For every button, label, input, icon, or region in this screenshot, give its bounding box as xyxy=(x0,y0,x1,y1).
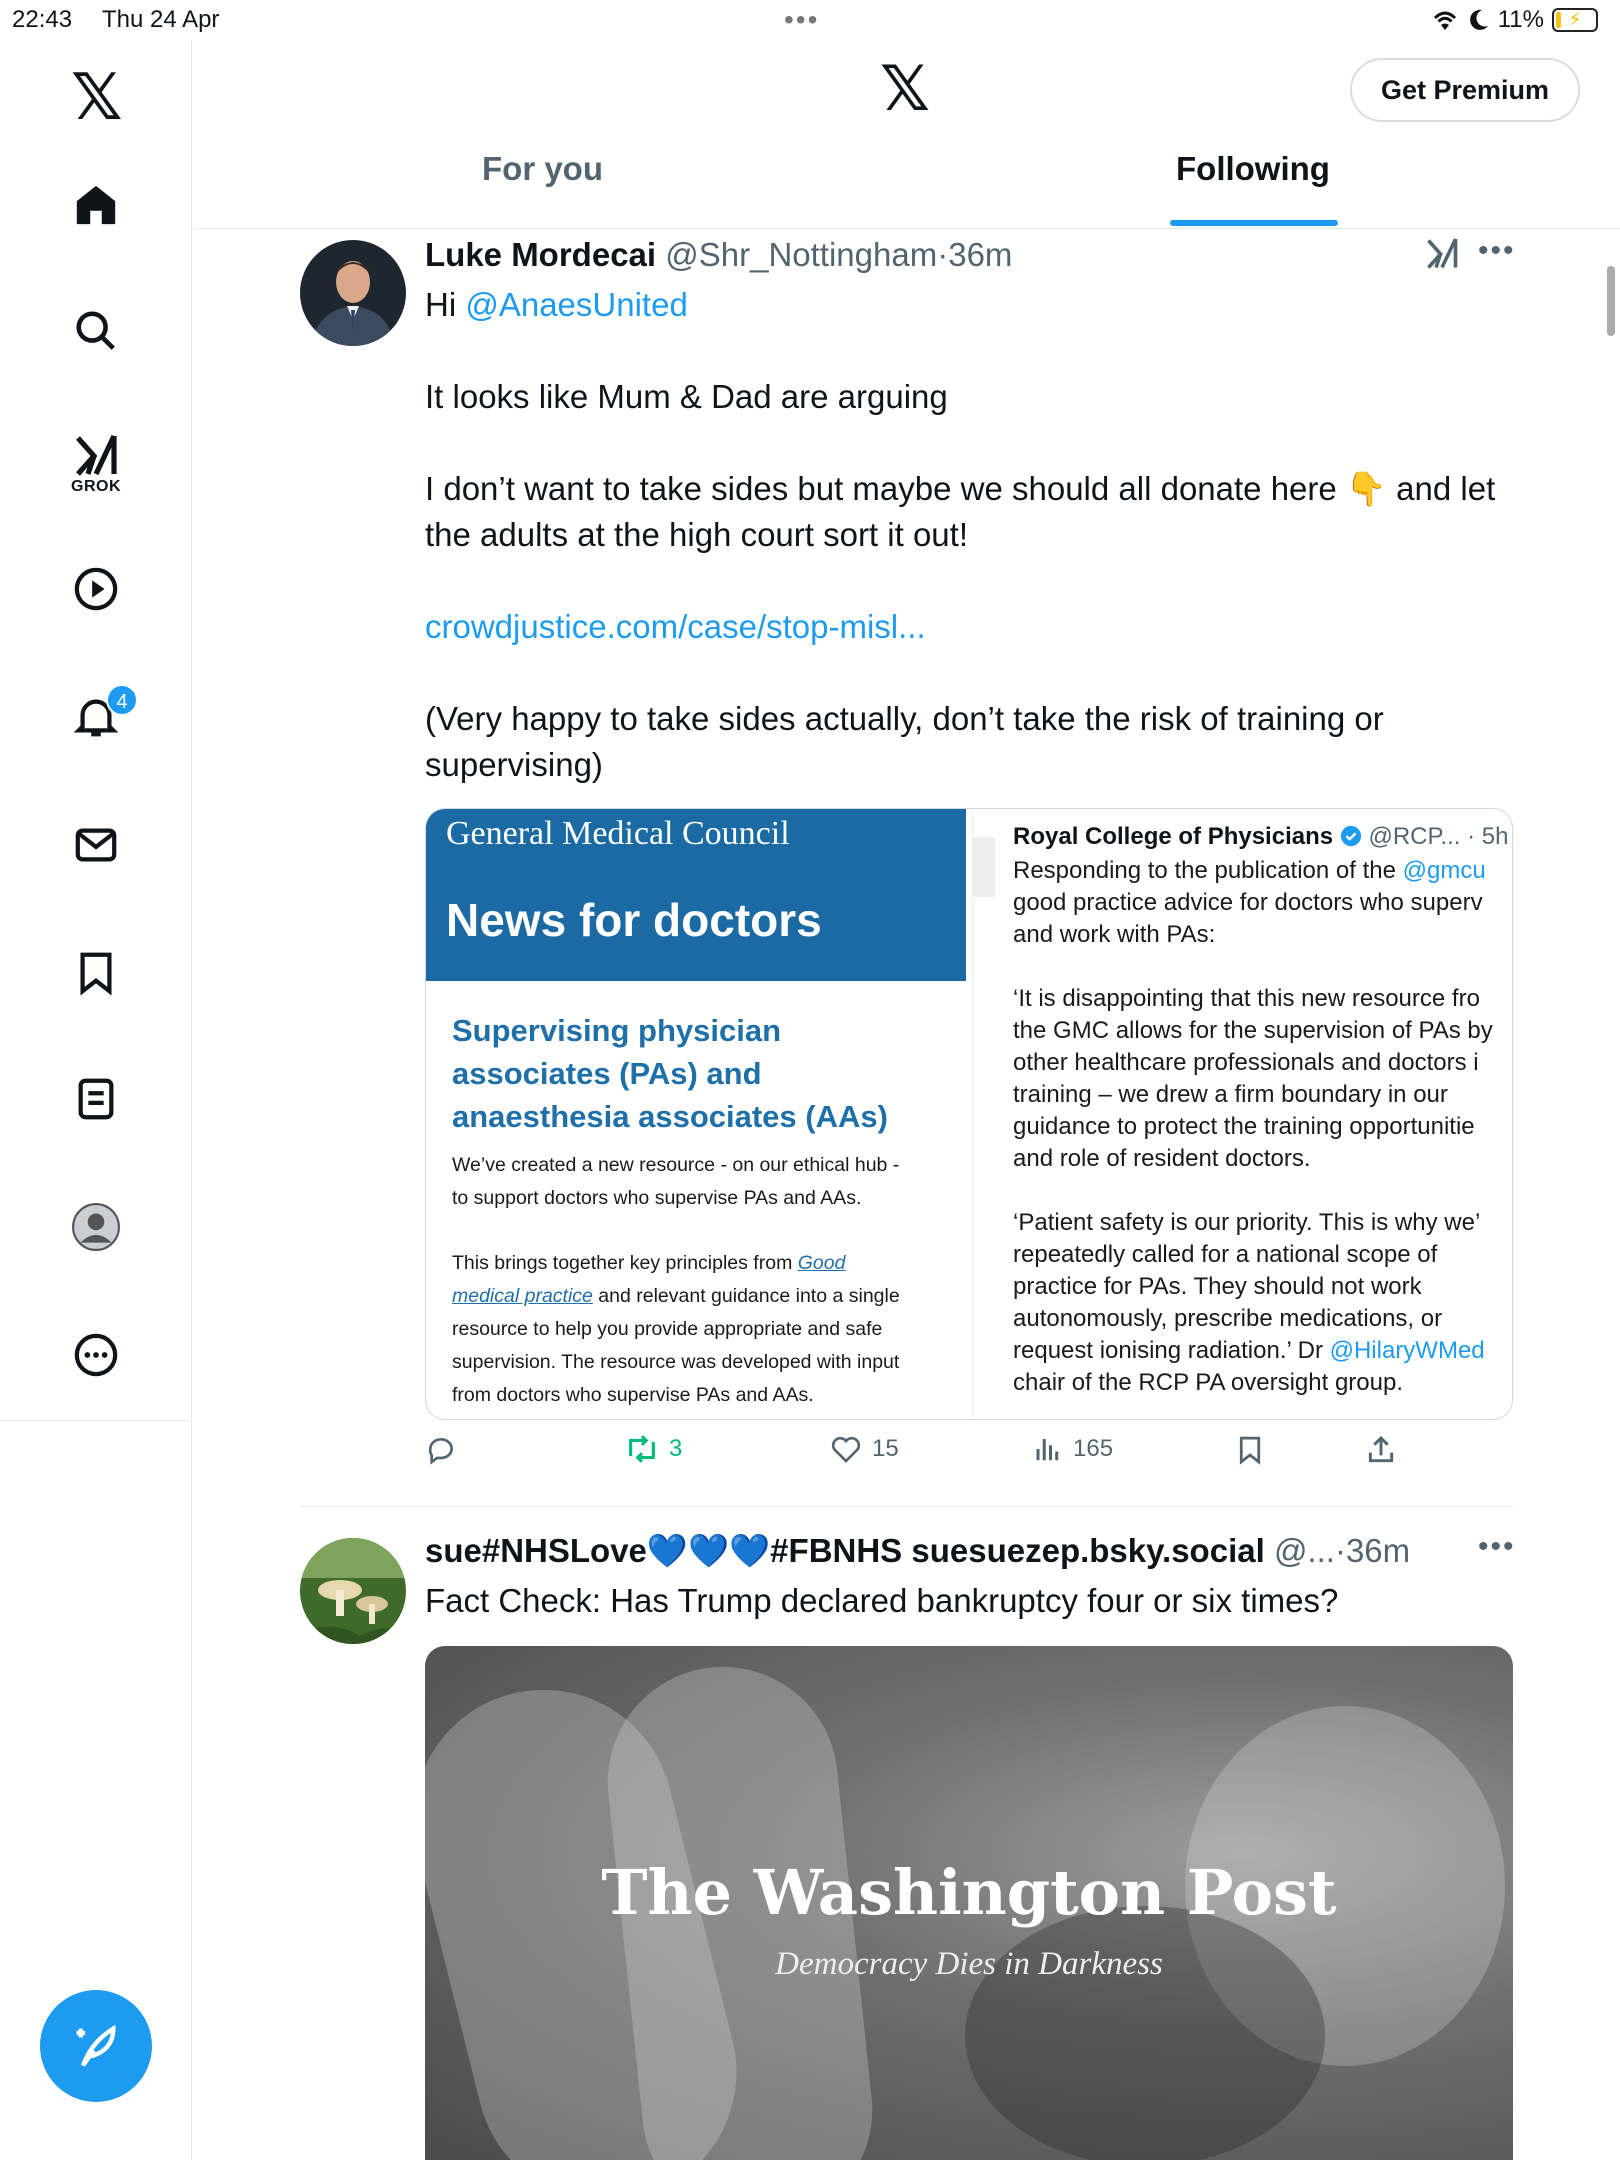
rcp-line-9: and role of resident doctors. xyxy=(1013,1145,1311,1172)
tweet1-link[interactable]: crowdjustice.com/case/stop-misl... xyxy=(425,608,926,645)
rcp-header xyxy=(1013,823,1508,851)
rcp-logo-icon xyxy=(973,837,995,897)
status-bar xyxy=(0,0,1620,40)
x-logo-icon[interactable]: 𝕏 xyxy=(71,61,123,135)
gmc-body-1 xyxy=(452,1149,952,1215)
rcp-line-1: Responding to the publication of the xyxy=(1013,857,1403,884)
rcp-handle: @RCP... xyxy=(1368,823,1461,850)
multitasking-dots-icon[interactable]: ••• xyxy=(784,4,820,35)
notifications-nav[interactable] xyxy=(0,682,192,752)
views-count: 165 xyxy=(1073,1435,1114,1462)
gmc-banner xyxy=(426,809,966,981)
compose-post-button[interactable] xyxy=(40,1990,152,2102)
like-count: 15 xyxy=(872,1435,899,1462)
tweet1-greeting-text: Hi xyxy=(425,286,466,323)
tweet1-author-name[interactable]: Luke Mordecai xyxy=(425,236,657,273)
rcp-line-14: request ionising radiation.’ Dr xyxy=(1013,1337,1330,1364)
like-button[interactable] xyxy=(830,1434,899,1464)
more-circle-icon xyxy=(73,1332,119,1378)
get-premium-button[interactable]: Get Premium xyxy=(1350,58,1580,122)
tweet2-text: Fact Check: Has Trump declared bankruptcy four or six times? xyxy=(425,1582,1339,1619)
tweet2-timestamp[interactable]: 36m xyxy=(1345,1532,1411,1569)
retweet-count: 3 xyxy=(669,1435,683,1462)
rcp-text-block-1 xyxy=(1013,855,1513,951)
battery-percent: 11% xyxy=(1497,6,1544,33)
tweet1-paragraph-1: It looks like Mum & Dad are arguing xyxy=(425,378,948,415)
rcp-mention-hilary: @HilaryWMed xyxy=(1329,1337,1485,1364)
rcp-line-4: ‘It is disappointing that this new resource fro xyxy=(1013,985,1480,1012)
wifi-icon xyxy=(1430,8,1460,32)
bookmarks-nav[interactable] xyxy=(0,938,192,1008)
washington-post-tagline: Democracy Dies in Darkness xyxy=(775,1946,1163,1982)
gmc-body-2a: This brings together key principles from xyxy=(452,1252,798,1274)
gmc-subtitle: Supervising physician associates (PAs) and anaesthesia associates (AAs) xyxy=(452,1013,888,1134)
play-icon xyxy=(73,566,119,612)
compose-feather-icon xyxy=(70,2020,122,2072)
grok-explain-icon[interactable] xyxy=(1424,236,1460,272)
gmc-body-2b: and relevant guidance into a single xyxy=(592,1285,900,1307)
gmc-screenshot xyxy=(426,809,966,1420)
tweet1-actions xyxy=(425,1434,1425,1484)
rcp-line-6: other healthcare professionals and doctors i xyxy=(1013,1049,1479,1076)
tweet-divider xyxy=(300,1506,1513,1507)
tweet1-paragraph-3: (Very happy to take sides actually, don’t take the risk of training or supervising) xyxy=(425,700,1384,783)
battery-icon: ⚡ xyxy=(1552,8,1598,32)
tweet2-author-name[interactable]: sue#NHSLove💙💙💙#FBNHS suesuezep.bsky.social xyxy=(425,1532,1265,1569)
gmc-body-2 xyxy=(452,1247,952,1412)
status-right xyxy=(1430,6,1598,34)
scrollbar[interactable] xyxy=(1607,266,1615,336)
reply-icon xyxy=(425,1434,457,1466)
video-nav[interactable] xyxy=(0,554,192,624)
tweet1-header xyxy=(425,236,1012,274)
gmc-title: News for doctors xyxy=(446,894,822,946)
tweet2-separator: · xyxy=(1334,1532,1346,1569)
active-tab-indicator xyxy=(1170,220,1338,226)
rcp-line-13: autonomously, prescribe medications, or xyxy=(1013,1305,1443,1332)
rcp-line-3: and work with PAs: xyxy=(1013,921,1216,948)
tweet1-image-card[interactable] xyxy=(425,808,1513,1420)
tweet1-timestamp[interactable]: 36m xyxy=(948,236,1013,273)
more-nav[interactable] xyxy=(0,1320,192,1390)
tweet1-separator: · xyxy=(937,236,949,273)
rcp-name: Royal College of Physicians xyxy=(1013,823,1334,850)
rcp-line-8: guidance to protect the training opportunitie xyxy=(1013,1113,1475,1140)
header-x-logo-icon[interactable]: 𝕏 xyxy=(880,52,930,125)
bookmark-action-icon xyxy=(1235,1434,1265,1466)
notifications-badge: 4 xyxy=(106,684,138,716)
gmc-link-medical-practice: medical practice xyxy=(452,1285,593,1307)
left-navigation-rail xyxy=(0,40,192,2160)
gmc-body-1b: to support doctors who supervise PAs and AAs. xyxy=(452,1187,862,1209)
status-date: Thu 24 Apr xyxy=(102,6,220,33)
rcp-line-12: practice for PAs. They should not work xyxy=(1013,1273,1422,1300)
grok-label: GROK xyxy=(71,478,121,495)
moon-icon xyxy=(1468,8,1490,32)
rail-divider xyxy=(0,1420,192,1421)
search-nav[interactable] xyxy=(0,296,192,366)
gmc-body-2d: supervision. The resource was developed with input xyxy=(452,1351,900,1373)
status-time: 22:43 xyxy=(12,6,73,33)
mushroom-photo-icon xyxy=(300,1538,406,1644)
share-icon xyxy=(1365,1434,1397,1466)
rcp-text-block-2 xyxy=(1013,983,1513,1175)
retweet-icon xyxy=(625,1434,659,1464)
tab-for-you[interactable]: For you xyxy=(482,150,603,187)
home-icon xyxy=(73,182,119,228)
retweet-button[interactable] xyxy=(625,1434,682,1464)
rcp-text-block-3 xyxy=(1013,1207,1513,1399)
reply-button[interactable] xyxy=(425,1434,457,1466)
profile-nav[interactable] xyxy=(0,1192,192,1262)
rcp-line-10: ‘Patient safety is our priority. This is why we’ xyxy=(1013,1209,1481,1236)
list-icon xyxy=(73,1076,119,1122)
bookmark-button[interactable] xyxy=(1235,1434,1265,1466)
grok-icon xyxy=(72,434,120,478)
verified-badge-icon xyxy=(1340,825,1362,847)
rcp-line-5: the GMC allows for the supervision of PAs by xyxy=(1013,1017,1493,1044)
statue-shadow-shape xyxy=(965,1906,1325,2160)
tweet1-paragraph-2: I don’t want to take sides but maybe we should all donate here 👇 and let the adults at the high court sort it out! xyxy=(425,470,1496,553)
views-button[interactable] xyxy=(1033,1434,1113,1464)
tweet2-handle[interactable]: @... xyxy=(1273,1532,1335,1569)
share-button[interactable] xyxy=(1365,1434,1397,1466)
header-divider xyxy=(193,228,1620,229)
messages-nav[interactable] xyxy=(0,810,192,880)
tweet2-header xyxy=(425,1532,1410,1571)
person-photo-icon xyxy=(300,240,406,346)
tweet2-media-card[interactable] xyxy=(425,1646,1513,2160)
rcp-mention-gmc: @gmcu xyxy=(1402,857,1486,884)
gmc-link-good: Good xyxy=(797,1252,846,1274)
gmc-org: General Medical Council xyxy=(446,815,790,852)
grok-nav[interactable] xyxy=(0,420,192,510)
tweet2-more-icon[interactable]: ••• xyxy=(1478,1530,1516,1563)
rcp-line-2: good practice advice for doctors who superv xyxy=(1013,889,1483,916)
rcp-line-11: repeatedly called for a national scope of xyxy=(1013,1241,1438,1268)
tweet1-mention[interactable]: @AnaesUnited xyxy=(465,286,688,323)
mail-icon xyxy=(73,822,119,868)
tweet1-handle[interactable]: @Shr_Nottingham xyxy=(665,236,938,273)
tweet1-more-icon[interactable]: ••• xyxy=(1478,234,1516,267)
tweet1-greeting xyxy=(425,282,688,328)
rcp-line-7: training – we drew a firm boundary in our xyxy=(1013,1081,1448,1108)
rcp-line-15: chair of the RCP PA oversight group. xyxy=(1013,1369,1403,1396)
search-icon xyxy=(73,308,119,354)
profile-avatar-icon xyxy=(71,1202,121,1252)
heart-icon xyxy=(830,1434,862,1464)
tab-following[interactable]: Following xyxy=(1176,150,1330,187)
tweet2-avatar[interactable] xyxy=(300,1538,406,1644)
gmc-body-2e: from doctors who supervise PAs and AAs. xyxy=(452,1384,814,1406)
rcp-screenshot xyxy=(972,809,1513,1420)
gmc-body-1a: We’ve created a new resource - on our ethical hub - xyxy=(452,1154,900,1176)
bookmark-icon xyxy=(73,950,119,996)
gmc-body-2c: resource to help you provide appropriate and safe xyxy=(452,1318,883,1340)
views-chart-icon xyxy=(1033,1434,1063,1464)
rcp-time: · 5h xyxy=(1467,823,1509,850)
home-nav[interactable] xyxy=(0,170,192,240)
tweet1-avatar[interactable] xyxy=(300,240,406,346)
washington-post-masthead: The Washington Post xyxy=(601,1856,1337,1929)
lists-nav[interactable] xyxy=(0,1064,192,1134)
